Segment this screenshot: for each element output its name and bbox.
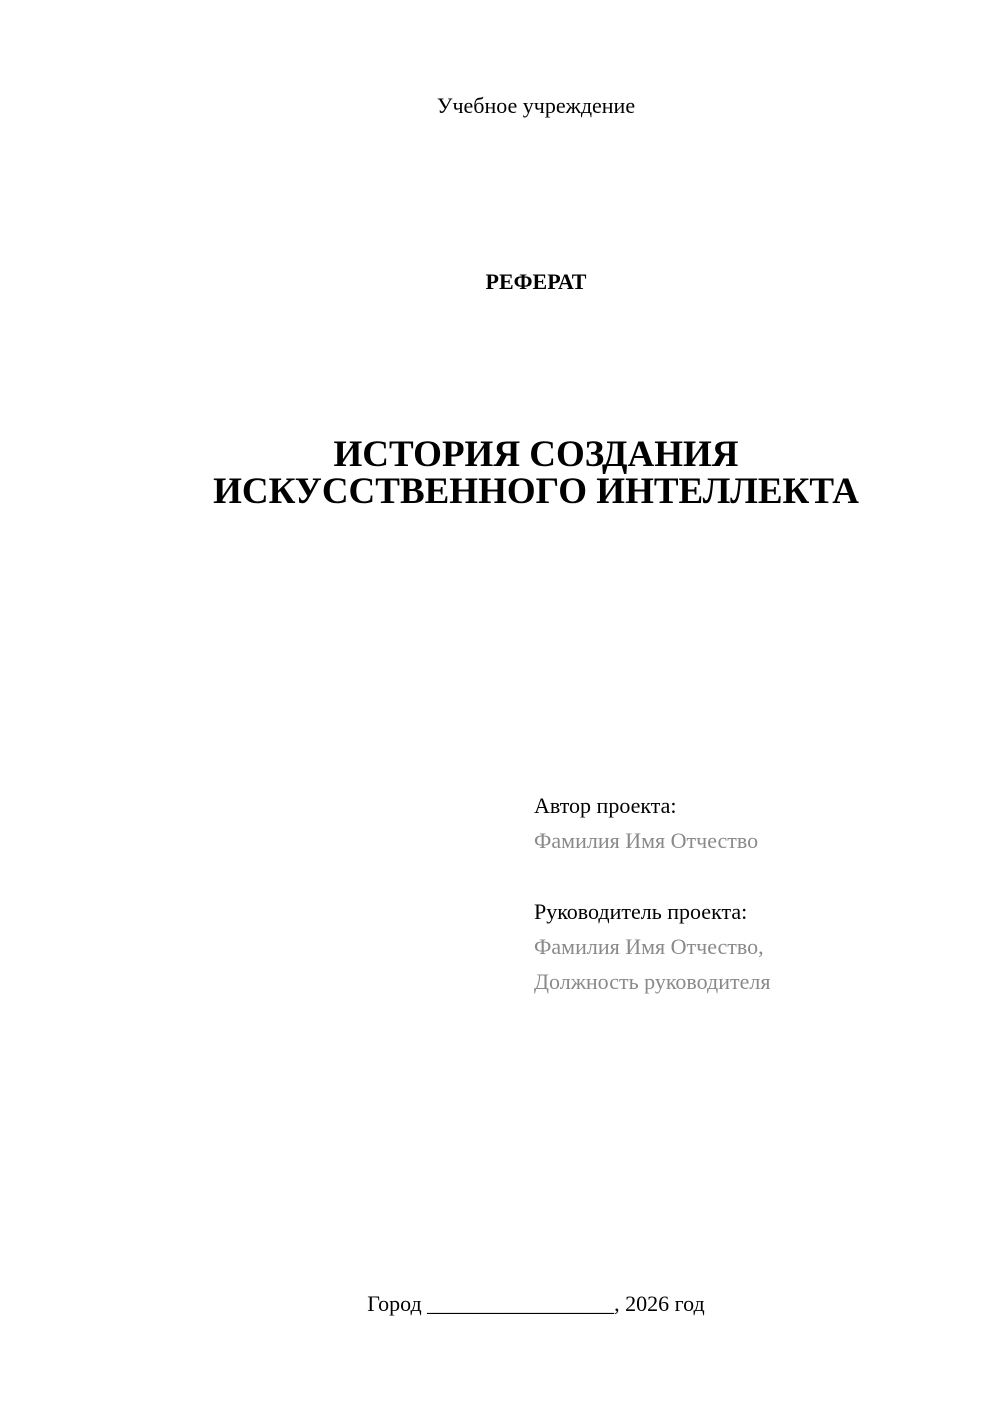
- credits-block: [534, 788, 974, 999]
- supervisor-name: Фамилия Имя Отчество,: [534, 934, 764, 959]
- supervisor-label: Руководитель проекта:: [534, 899, 748, 924]
- supervisor-position: Должность руководителя: [534, 969, 771, 994]
- document-title-line-2: ИСКУССТВЕННОГО ИНТЕЛЛЕКТА: [213, 471, 859, 512]
- author-name: Фамилия Имя Отчество: [534, 828, 759, 853]
- document-title: [0, 436, 1000, 510]
- city-blank: _________________: [427, 1291, 615, 1316]
- institution-name: Учебное учреждение: [436, 93, 636, 118]
- document-title-line-1: ИСТОРИЯ СОЗДАНИЯ: [333, 434, 739, 475]
- document-type: РЕФЕРАТ: [485, 269, 587, 294]
- credits-spacer: [534, 858, 974, 894]
- year-text: , 2026 год: [614, 1291, 705, 1316]
- city-label: Город: [367, 1291, 422, 1316]
- author-label: Автор проекта:: [534, 793, 677, 818]
- city-year-line: [0, 1290, 1000, 1318]
